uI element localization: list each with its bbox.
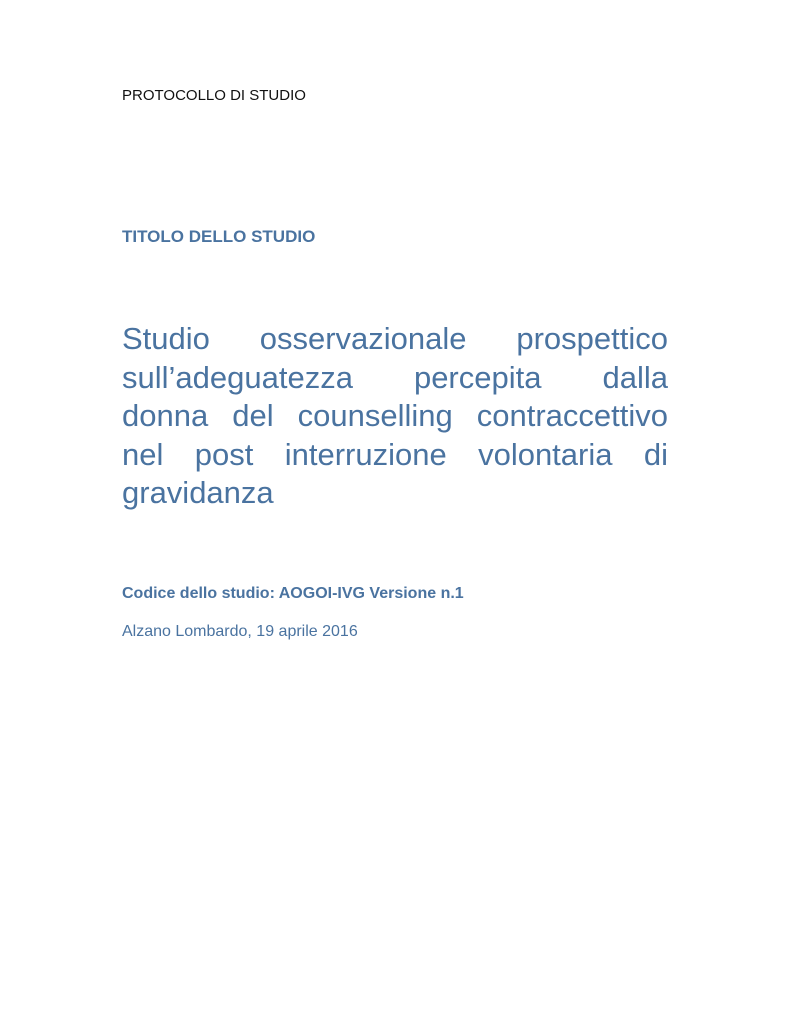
section-title: TITOLO DELLO STUDIO xyxy=(122,227,316,246)
place-and-date: Alzano Lombardo, 19 aprile 2016 xyxy=(122,623,358,640)
study-title-line: nel post interruzione volontaria di xyxy=(122,436,668,472)
study-title-line: gravidanza xyxy=(122,475,274,510)
study-title-line: donna del counselling contraccettivo xyxy=(122,398,668,433)
study-title xyxy=(122,320,668,513)
study-title-line: Studio osservazionale prospettico xyxy=(122,321,668,356)
study-title-line: sull’adeguatezza percepita dalla xyxy=(122,359,668,395)
study-code: Codice dello studio: AOGOI-IVG Versione n.1 xyxy=(122,585,464,602)
protocol-header-label: PROTOCOLLO DI STUDIO xyxy=(122,87,306,104)
